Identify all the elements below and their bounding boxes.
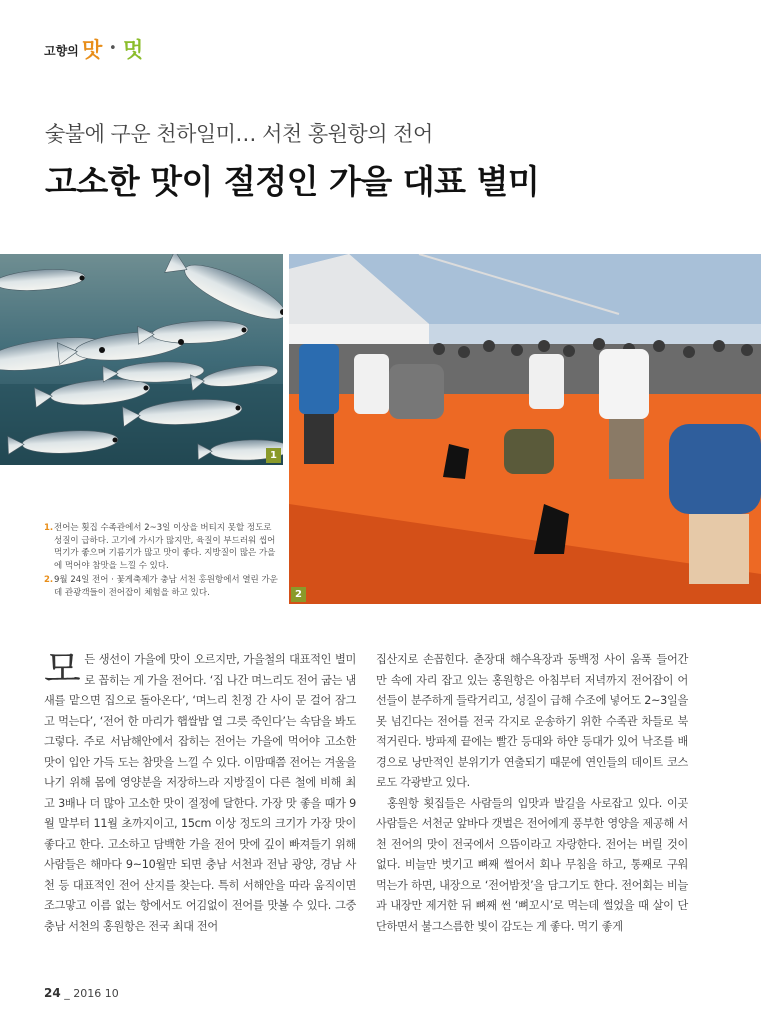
photo-captions: [44, 522, 279, 601]
photo-number-badge: 2: [291, 587, 306, 602]
caption-number: 2.: [44, 575, 54, 585]
page-footer: [44, 986, 119, 1000]
photo-fish-tank: [0, 254, 283, 465]
festival-image: [289, 254, 761, 604]
caption-2: [44, 574, 279, 599]
body-paragraph: 홍원항 횟집들은 사람들의 입맛과 발길을 사로잡고 있다. 이곳 사람들은 서천군 앞바다 갯벌은 전어에게 풍부한 영양을 제공해 서천 전어의 맛이 전국에서 으뜸이라고 자랑한다. 전어는 버릴 것이 없다. 비늘만 벗기고 뼈째 썰어서 회나 무침을 하고, 통째로 구워 먹는가 하면, 내장으로 ‘전어밤젓’을 담그기도 한다. 전어회는 비늘과 내장만 제거한 뒤 뼈째 썬 ‘뼈꼬시’로 먹는데 썰었을 때 살이 단단하면서 불그스름한 빛이 감도는 게 좋다. 먹기 좋게: [376, 796, 688, 933]
caption-text: 9월 24일 전어 · 꽃게축제가 충남 서천 홍원항에서 열린 가운데 관광객들이 전어잡이 체험을 하고 있다.: [54, 575, 278, 598]
drop-cap: 모: [44, 647, 81, 691]
issue-date: 2016 10: [73, 987, 119, 1000]
photo-number-badge: 1: [266, 448, 281, 463]
body-column-right: [376, 650, 688, 937]
section-separator: •: [109, 41, 117, 56]
caption-number: 1.: [44, 523, 54, 533]
section-word-taste: 맛: [82, 38, 103, 62]
body-paragraph: 집산지로 손꼽힌다. 춘장대 해수욕장과 동백정 사이 움푹 들어간 만 속에 자리 잡고 있는 홍원항은 아침부터 저녁까지 전어잡이 어선들이 분주하게 들락거리고, 성질이 급해 수조에 넣어도 2~3일을 못 넘긴다는 전어를 전국 각지로 운송하기 위한 수족관 차들로 북적거린다. 방파제 끝에는 빨간 등대와 하얀 등대가 있어 낙조를 배경으로 낭만적인 분위기가 연출되기 때문에 연인들의 데이트 코스로도 각광받고 있다.: [376, 653, 688, 789]
section-word-style: 멋: [123, 38, 144, 62]
caption-text: 전어는 횟집 수족관에서 2~3일 이상을 버티지 못할 정도로 성질이 급하다. 고기에 가시가 많지만, 육질이 부드러워 씹어 먹기가 좋으며 기름기가 많고 맛이 좋다. 지방질이 많은 가을에 먹어야 참맛을 느낄 수 있다.: [54, 523, 276, 571]
body-column-left: [44, 647, 356, 937]
caption-1: [44, 522, 279, 572]
article-subtitle: 숯불에 구운 천하일미… 서천 홍원항의 전어: [45, 122, 433, 146]
body-paragraph: 든 생선이 가을에 맛이 오르지만, 가을철의 대표적인 별미로 꼽히는 게 가을 전어다. ‘집 나간 며느리도 전어 굽는 냄새를 맡으면 집으로 돌아온다’, ‘며느리 친정 간 사이 문 걸어 잠그고 먹는다’, ‘전어 한 마리가 햅쌀밥 열 그릇 죽인다’는 속담을 봐도 그렇다. 주로 서남해안에서 잡히는 전어는 가을에 먹어야 고소한 맛이 입안 가득 도는 참맛을 느낄 수 있다. 이맘때쯤 전어는 겨울을 나기 위해 몸에 영양분을 저장하느라 지방질이 다른 철에 비해 최고 3배나 더 많아 고소한 맛이 절정에 달한다. 가장 맛 좋을 때가 9월 말부터 11월 초까지이고, 15cm 이상 정도의 크기가 가장 맛이 좋다고 한다. 고소하고 담백한 가을 전어 맛에 깊이 빠져들기 위해 사람들은 해마다 9~10월만 되면 충남 서천과 전남 광양, 경남 사천 등 대표적인 전어 산지를 찾는다. 특히 서해안을 따라 움직이면 조그맣고 이름 없는 항에서도 어김없이 전어를 맛볼 수 있다. 그중 충남 서천의 홍원항은 전국 최대 전어: [44, 653, 356, 933]
photo-festival-fishing: [289, 254, 761, 604]
section-prefix: 고향의: [44, 44, 79, 58]
fish-tank-image: [0, 254, 283, 465]
article-title: 고소한 맛이 절정인 가을 대표 별미: [45, 162, 540, 201]
page-number: 24: [44, 986, 61, 1000]
footer-separator: _: [64, 987, 70, 1000]
